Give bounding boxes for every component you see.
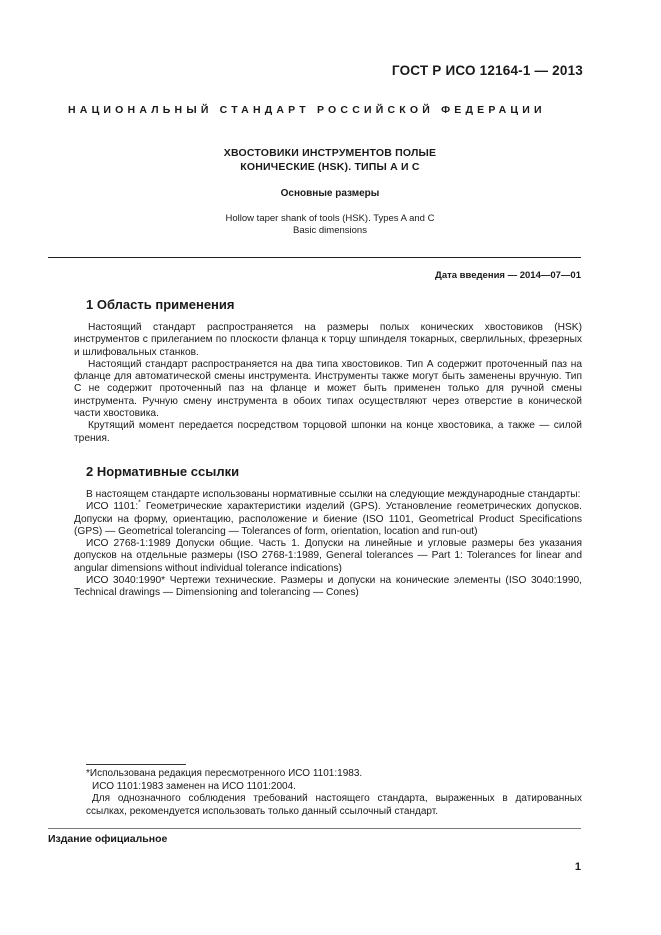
section-1-paragraph: Крутящий момент передается посредством торцовой шпонки на конце хвостовика, а также — силой трения. (74, 420, 582, 444)
national-standard-heading: НАЦИОНАЛЬНЫЙ СТАНДАРТ РОССИЙСКОЙ ФЕДЕРАЦИИ (68, 104, 546, 116)
subtitle-ru: Основные размеры (280, 188, 380, 199)
footnotes (86, 768, 582, 818)
reference-iso-3040: ИСО 3040:1990* Чертежи технические. Размеры и допуски на конические элементы (ISO 3040:1990, Technical drawings — Dimensioning and tolerancing — Cones) (74, 575, 582, 599)
title-ru-line2: КОНИЧЕСКИЕ (HSK). ТИПЫ А И С (240, 161, 420, 173)
reference-code: ИСО 1101: (86, 501, 139, 513)
section-2-heading: 2 Нормативные ссылки (86, 464, 240, 479)
title-en-line2: Basic dimensions (293, 225, 367, 236)
section-1-paragraph: Настоящий стандарт распространяется на два типа хвостовиков. Тип А содержит проточенный паз на фланце для автоматической смены инструмента. Инструменты также могут быть заменены вручную. Тип С не содержит проточенный паз на фланце и может быть применен только для ручной смены инструмента. Ручную смену инструмента в обоих типах осуществляют через отверстие в конической части хвостовика. (74, 358, 582, 420)
reference-iso-2768: ИСО 2768-1:1989 Допуски общие. Часть 1. Допуски на линейные и угловые размеры без указания допусков на отдельные размеры (ISO 2768-1:1989, General tolerances — Part 1: Tolerances for linear and angular dimensions without individual tolerance indications) (74, 538, 582, 574)
section-2-body (74, 489, 582, 600)
introduction-date: Дата введения — 2014—07—01 (435, 270, 581, 281)
footnote-divider (86, 764, 186, 765)
title-block (60, 146, 600, 237)
edition-divider (48, 828, 581, 829)
reference-text: Геометрические характеристики изделий (GPS). Установление геометрических допусков. Допуски на форму, ориентацию, расположение и биение (ISO 1101, Geometrical Product Specifications (GPS) — Geometrical tolerancing — Tolerances of form, orientation, location and run-out) (74, 501, 583, 537)
footnote-3: Для однозначного соблюдения требований настоящего стандарта, выраженных в датированных ссылках, рекомендуется использовать только данный ссылочный стандарт. (86, 793, 582, 817)
section-1-body (74, 322, 582, 445)
title-divider (48, 257, 581, 258)
section-1-heading: 1 Область применения (86, 297, 235, 312)
footnote-2: ИСО 1101:1983 заменен на ИСО 1101:2004. (92, 780, 296, 792)
section-2-intro: В настоящем стандарте использованы нормативные ссылки на следующие международные стандарты: (86, 489, 581, 500)
title-en-line1: Hollow taper shank of tools (HSK). Types A and C (225, 213, 435, 224)
official-edition-label: Издание официальное (48, 833, 168, 845)
footnote-1: *Использована редакция пересмотренного ИСО 1101:1983. (86, 768, 363, 779)
document-code: ГОСТ Р ИСО 12164-1 — 2013 (391, 63, 583, 78)
section-1-paragraph: Настоящий стандарт распространяется на размеры полых конических хвостовиков (HSK) инструментов с прилеганием по плоскости фланца к торцу шпинделя токарных, сверлильных, фрезерных и шлифовальных станков. (74, 322, 582, 358)
title-ru-line1: ХВОСТОВИКИ ИНСТРУМЕНТОВ ПОЛЫЕ (223, 147, 437, 159)
reference-iso-1101 (74, 501, 582, 538)
footnote-mark: * (138, 499, 141, 507)
page-number: 1 (574, 861, 581, 873)
